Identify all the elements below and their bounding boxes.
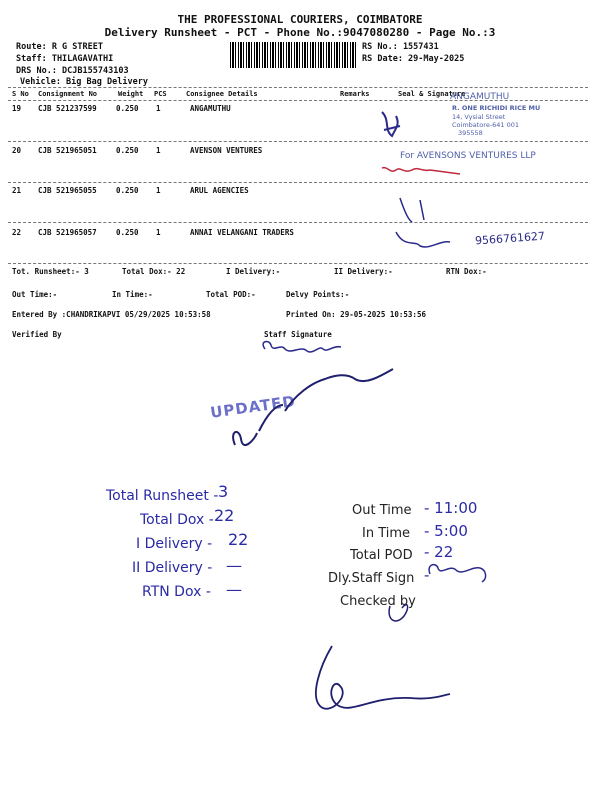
- hw-rtn-dox-value: —: [226, 580, 242, 599]
- row-consignee: AVENSON VENTURES: [190, 146, 263, 155]
- row-sno: 21: [12, 186, 22, 195]
- stamp-name: ANGAMUTHU: [450, 92, 510, 102]
- seal-signatures: [360, 100, 590, 260]
- stamp-line: 14, Vysial Street: [452, 113, 506, 121]
- ii-delivery: II Delivery:-: [334, 267, 393, 276]
- total-pod: Total POD:-: [206, 290, 256, 299]
- signature-avenson: [382, 168, 460, 174]
- col-remarks: Remarks: [340, 90, 370, 98]
- col-weight: Weight: [118, 90, 144, 98]
- hw-out-time-label: Out Time: [352, 503, 412, 518]
- tot-runsheet: Tot. Runsheet:- 3: [12, 267, 89, 276]
- entered-by: Entered By :CHANDRIKAPVI 05/29/2025 10:53:58: [12, 310, 211, 319]
- route: Route: R G STREET: [16, 42, 103, 52]
- row-consignee: ARUL AGENCIES: [190, 186, 249, 195]
- row-sno: 19: [12, 104, 22, 113]
- runsheet-subtitle: Delivery Runsheet - PCT - Phone No.:9047080280 - Page No.:3: [104, 26, 496, 39]
- row-consignment: CJB 521965055: [38, 186, 97, 195]
- staff-signatures: [215, 335, 415, 475]
- row-pcs: 1: [156, 146, 161, 155]
- divider: [8, 87, 588, 88]
- hw-ii-delivery-label: II Delivery -: [132, 560, 213, 576]
- large-signature: [316, 646, 450, 709]
- row-consignment: CJB 521965051: [38, 146, 97, 155]
- row-consignee: ANGAMUTHU: [190, 104, 231, 113]
- i-delivery: I Delivery:-: [226, 267, 281, 276]
- signature-annai: [396, 232, 450, 247]
- delvy-points: Delvy Points:-: [286, 290, 350, 299]
- rtn-dox: RTN Dox:-: [446, 267, 487, 276]
- rs-date: RS Date: 29-May-2025: [362, 54, 465, 64]
- staff: Staff: THILAGAVATHI: [16, 54, 114, 64]
- updated-stamp: UPDATED: [209, 392, 297, 422]
- stamp-line: R. ONE RICHIDI RICE MU: [452, 104, 541, 112]
- signature-arul: [400, 198, 424, 222]
- dly-staff-sign-signature: [429, 565, 486, 582]
- signature-r-chandrika: [233, 369, 393, 445]
- checked-by-mark: [389, 605, 408, 621]
- drs-no: DRS No.: DCJB155743103: [16, 66, 129, 76]
- total-dox: Total Dox:- 22: [122, 267, 186, 276]
- hw-total-dox-label: Total Dox -: [140, 512, 214, 528]
- hw-total-pod-label: Total POD: [350, 548, 413, 563]
- hw-i-delivery-label: I Delivery -: [136, 536, 213, 552]
- row-pcs: 1: [156, 104, 161, 113]
- tamil-signature: [263, 342, 341, 352]
- hw-total-pod-value: - 22: [424, 543, 454, 561]
- staff-signature-label: Staff Signature: [264, 330, 332, 339]
- col-seal-signature: Seal & Signature: [398, 90, 466, 98]
- hw-rtn-dox-label: RTN Dox -: [142, 584, 211, 600]
- hw-out-time-value: - 11:00: [424, 499, 478, 517]
- stamp-line: Coimbatore-641 001: [452, 121, 520, 129]
- hw-i-delivery-value: 22: [228, 530, 249, 549]
- barcode: [230, 42, 356, 68]
- col-consignment: Consignment No: [38, 90, 98, 98]
- company-title: THE PROFESSIONAL COURIERS, COIMBATORE: [177, 13, 423, 26]
- row-consignment: CJB 521237599: [38, 104, 97, 113]
- signature-angamuthu: [382, 112, 400, 136]
- hw-in-time-value: - 5:00: [424, 522, 468, 540]
- row-weight: 0.250: [116, 104, 139, 113]
- handwritten-phone: 9566761627: [474, 229, 546, 248]
- vehicle: Vehicle: Big Bag Delivery: [20, 77, 148, 87]
- row-consignee: ANNAI VELANGANI TRADERS: [190, 228, 294, 237]
- row-sno: 20: [12, 146, 22, 155]
- hw-in-time-label: In Time: [362, 526, 411, 541]
- col-sno: S No: [12, 90, 29, 98]
- hw-checked-by-label: Checked by: [340, 594, 416, 609]
- hw-total-runsheet-value: 3: [218, 482, 229, 501]
- divider: [8, 263, 588, 264]
- row-pcs: 1: [156, 186, 161, 195]
- handwritten-marks: [290, 556, 590, 746]
- stamp-phone: 395558: [458, 129, 483, 137]
- row-consignment: CJB 521965057: [38, 228, 97, 237]
- row-pcs: 1: [156, 228, 161, 237]
- out-time: Out Time:-: [12, 290, 58, 299]
- row-weight: 0.250: [116, 186, 139, 195]
- row-sno: 22: [12, 228, 22, 237]
- hw-dly-staff-sign-value: -: [424, 566, 430, 584]
- printed-on: Printed On: 29-05-2025 10:53:56: [286, 310, 426, 319]
- col-consignee: Consignee Details: [186, 90, 258, 98]
- row-weight: 0.250: [116, 228, 139, 237]
- rs-no: RS No.: 1557431: [362, 42, 439, 52]
- in-time: In Time:-: [112, 290, 153, 299]
- row-weight: 0.250: [116, 146, 139, 155]
- hw-total-dox-value: 22: [214, 506, 235, 525]
- col-pcs: PCS: [154, 90, 167, 98]
- hw-ii-delivery-value: —: [226, 556, 242, 575]
- seal-stamp-avenson: For AVENSONS VENTURES LLP: [400, 151, 536, 161]
- verified-by: Verified By: [12, 330, 62, 339]
- hw-dly-staff-sign-label: Dly.Staff Sign: [328, 571, 415, 586]
- hw-total-runsheet-label: Total Runsheet -: [106, 488, 219, 504]
